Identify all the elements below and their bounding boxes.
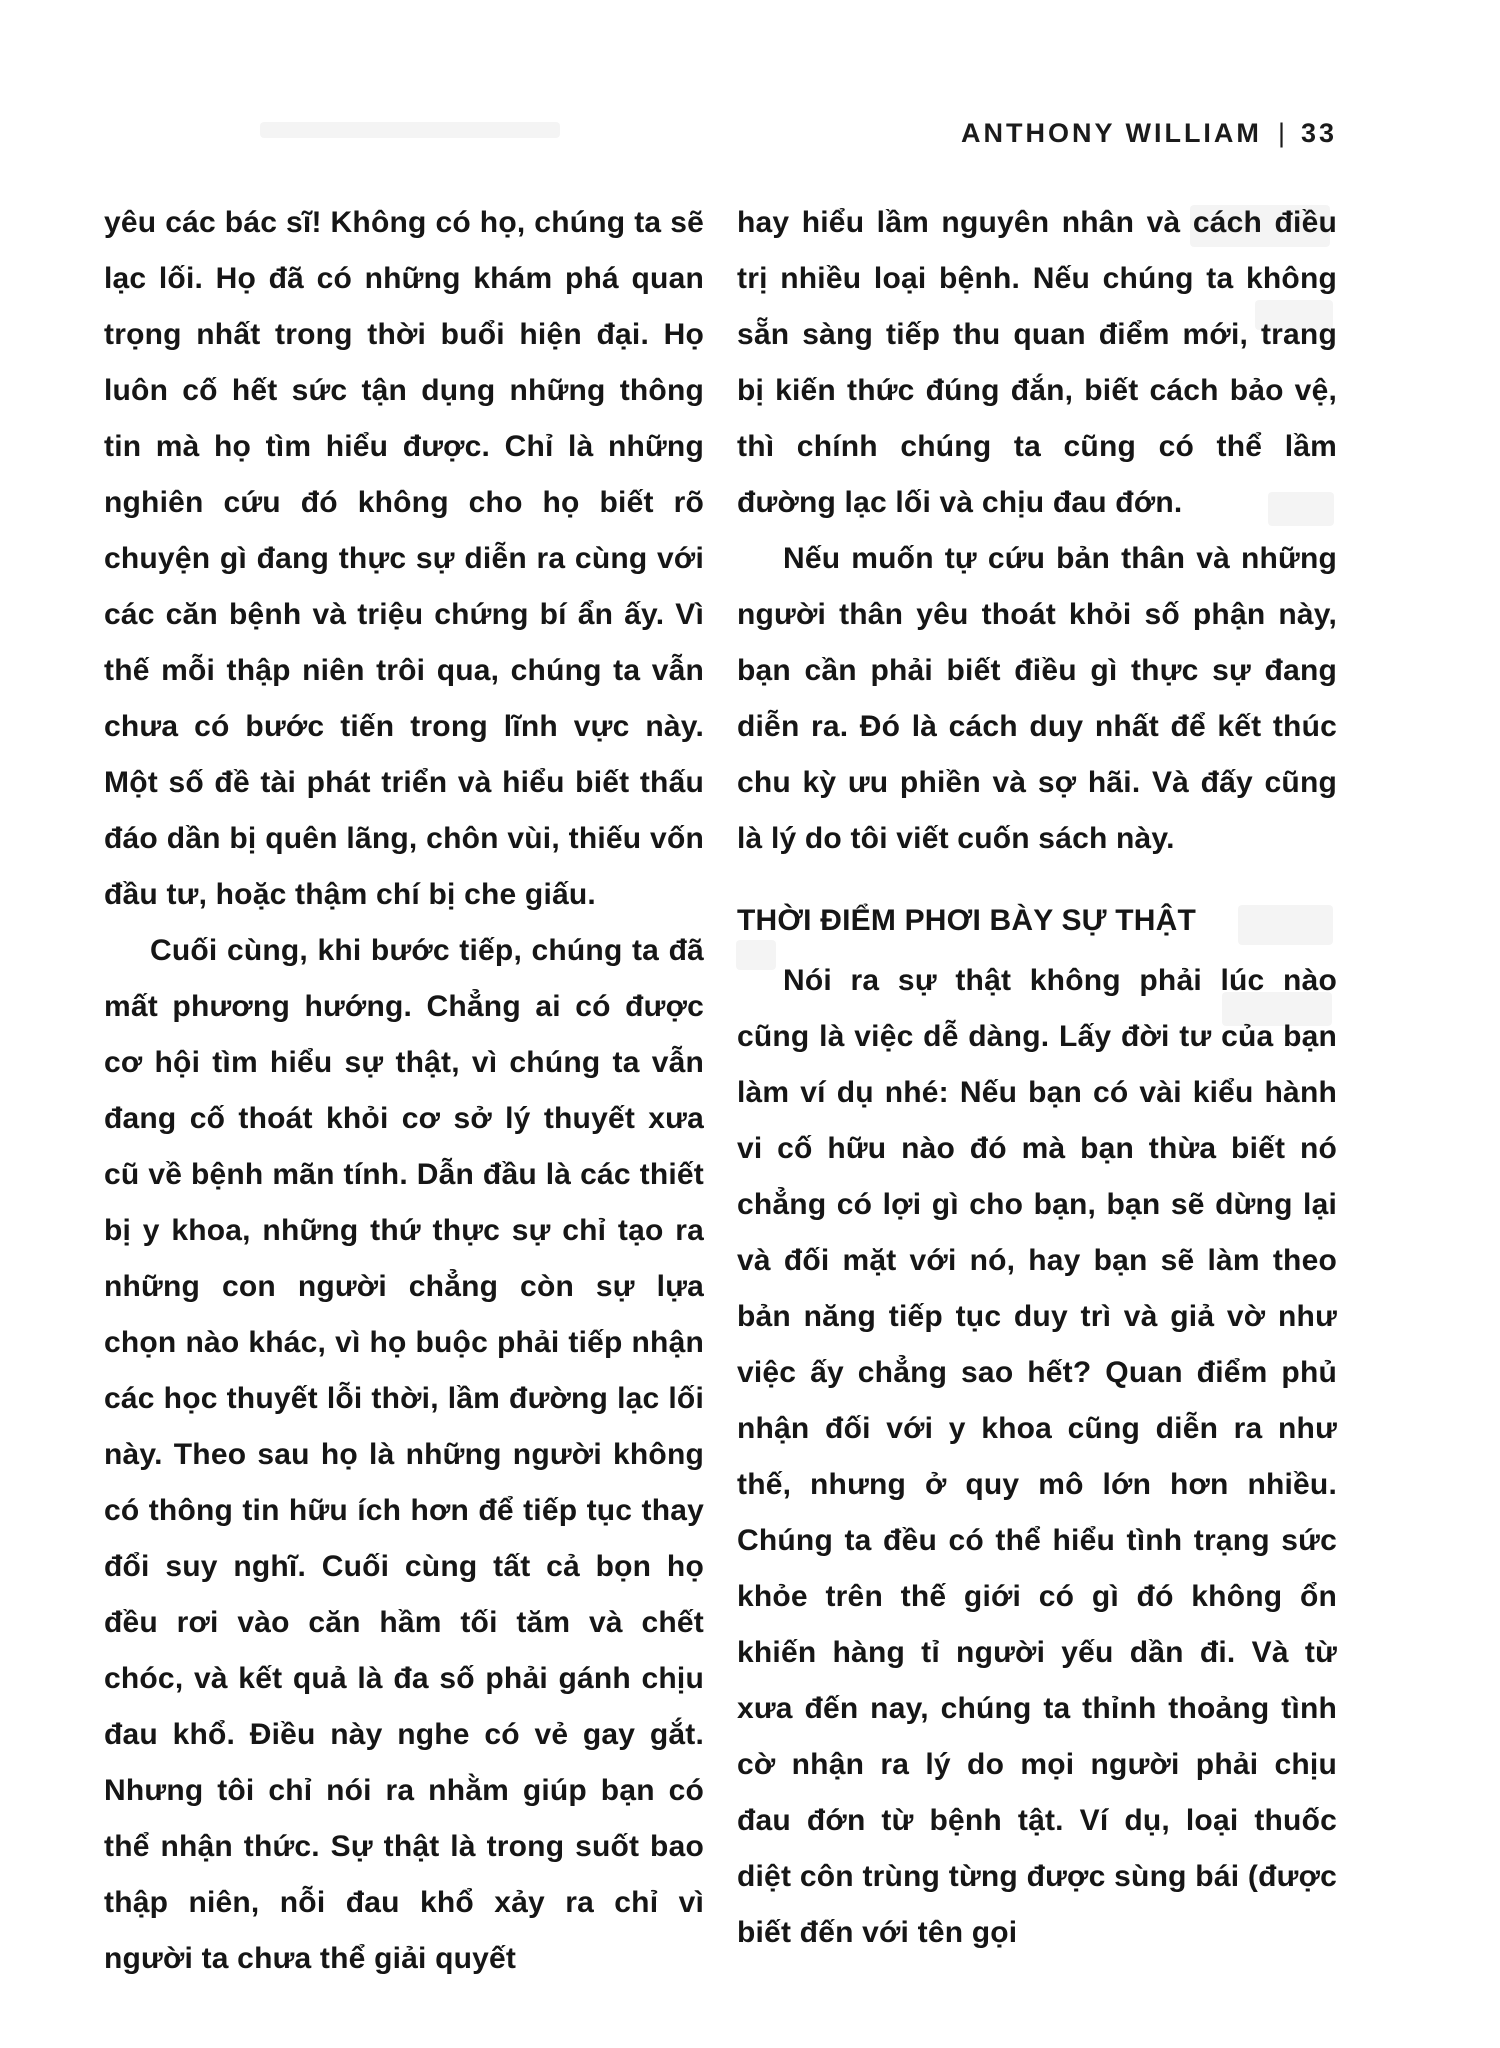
header-page-number: 33 [1300,118,1337,148]
page-content [104,118,1337,1987]
left-column [104,195,704,1987]
paragraph: Cuối cùng, khi bước tiếp, chúng ta đã mất phương hướng. Chẳng ai có được cơ hội tìm hiểu sự thật, vì chúng ta vẫn đang cố thoát khỏi cơ sở lý thuyết xưa cũ về bệnh mãn tính. Dẫn đầu là các thiết bị y khoa, những thứ thực sự chỉ tạo ra những con người chẳng còn sự lựa chọn nào khác, vì họ buộc phải tiếp nhận các học thuyết lỗi thời, lầm đường lạc lối này. Theo sau họ là những người không có thông tin hữu ích hơn để tiếp tục thay đổi suy nghĩ. Cuối cùng tất cả bọn họ đều rơi vào căn hầm tối tăm và chết chóc, và kết quả là đa số phải gánh chịu đau khổ. Điều này nghe có vẻ gay gắt. Nhưng tôi chỉ nói ra nhằm giúp bạn có thể nhận thức. Sự thật là trong suốt bao thập niên, nỗi đau khổ xảy ra chỉ vì người ta chưa thể giải quyết [104,934,704,1975]
header-author: ANTHONY WILLIAM [960,118,1262,148]
section-heading: THỜI ĐIỂM PHƠI BÀY SỰ THẬT [737,904,1197,937]
running-header [104,118,1337,149]
text-columns [104,195,1337,1987]
paragraph: hay hiểu lầm nguyên nhân và cách điều trị nhiều loại bệnh. Nếu chúng ta không sẵn sàng tiếp thu quan điểm mới, trang bị kiến thức đúng đắn, biết cách bảo vệ, thì chính chúng ta cũng có thể lầm đường lạc lối và chịu đau đớn. [737,206,1337,519]
header-separator: | [1277,118,1285,148]
paragraph: Nếu muốn tự cứu bản thân và những người thân yêu thoát khỏi số phận này, bạn cần phải biết điều gì thực sự đang diễn ra. Đó là cách duy nhất để kết thúc chu kỳ ưu phiền và sợ hãi. Và đấy cũng là lý do tôi viết cuốn sách này. [737,542,1337,855]
right-column [737,195,1337,1987]
paragraph: Nói ra sự thật không phải lúc nào cũng là việc dễ dàng. Lấy đời tư của bạn làm ví dụ nhé: Nếu bạn có vài kiểu hành vi cố hữu nào đó mà bạn thừa biết nó chẳng có lợi gì cho bạn, bạn sẽ dừng lại và đối mặt với nó, hay bạn sẽ làm theo bản năng tiếp tục duy trì và giả vờ như việc ấy chẳng sao hết? Quan điểm phủ nhận đối với y khoa cũng diễn ra như thế, nhưng ở quy mô lớn hơn nhiều. Chúng ta đều có thể hiểu tình trạng sức khỏe trên thế giới có gì đó không ổn khiến hàng tỉ người yếu dần đi. Và từ xưa đến nay, chúng ta thỉnh thoảng tình cờ nhận ra lý do mọi người phải chịu đau đớn từ bệnh tật. Ví dụ, loại thuốc diệt côn trùng từng được sùng bái (được biết đến với tên gọi [737,964,1337,1949]
paragraph: yêu các bác sĩ! Không có họ, chúng ta sẽ lạc lối. Họ đã có những khám phá quan trọng nhất trong thời buổi hiện đại. Họ luôn cố hết sức tận dụng những thông tin mà họ tìm hiểu được. Chỉ là những nghiên cứu đó không cho họ biết rõ chuyện gì đang thực sự diễn ra cùng với các căn bệnh và triệu chứng bí ẩn ấy. Vì thế mỗi thập niên trôi qua, chúng ta vẫn chưa có bước tiến trong lĩnh vực này. Một số đề tài phát triển và hiểu biết thấu đáo dần bị quên lãng, chôn vùi, thiếu vốn đầu tư, hoặc thậm chí bị che giấu. [104,206,704,911]
